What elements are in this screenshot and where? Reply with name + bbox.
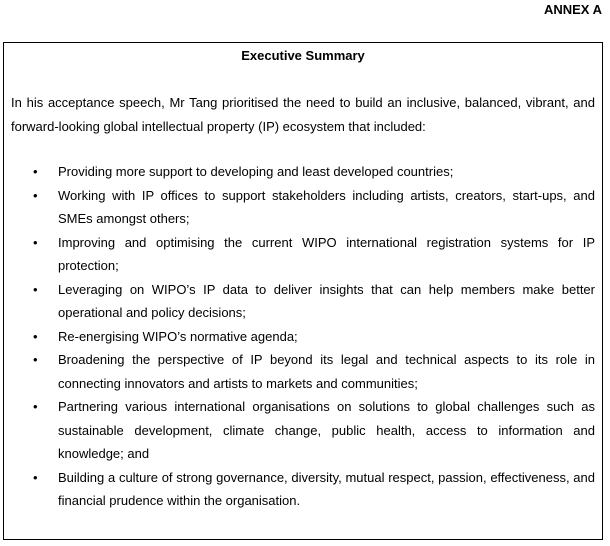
- list-item-text: Leveraging on WIPO’s IP data to deliver insights that can help members make better operational and policy decisions;: [58, 281, 595, 320]
- bullet-icon: •: [33, 352, 38, 367]
- list-item-text: Partnering various international organisations on solutions to global challenges such as sustainable development, climate change, public health, access to information and knowledge; and: [58, 399, 595, 461]
- list-item: [4, 466, 595, 513]
- bullet-icon: •: [33, 399, 38, 414]
- list-item-text: Improving and optimising the current WIPO international registration systems for IP protection;: [58, 234, 595, 273]
- list-item: [4, 278, 595, 325]
- list-item-text: Broadening the perspective of IP beyond its legal and technical aspects to its role in connecting innovators and artists to markets and communities;: [58, 352, 595, 391]
- executive-summary-box: [3, 42, 603, 540]
- bullet-icon: •: [33, 328, 38, 344]
- bullet-icon: •: [33, 281, 38, 297]
- priorities-list: [4, 160, 595, 513]
- summary-title: Executive Summary: [241, 48, 365, 63]
- annex-label: ANNEX A: [543, 2, 602, 17]
- list-item: [4, 325, 595, 349]
- bullet-icon: •: [33, 164, 38, 179]
- list-item: [4, 348, 595, 395]
- summary-intro: In his acceptance speech, Mr Tang prioritised the need to build an inclusive, balanced, vibrant, and forward-looking global intellectual property (IP) ecosystem that included:: [11, 95, 595, 134]
- list-item: [4, 395, 595, 466]
- bullet-icon: •: [33, 469, 38, 485]
- list-item: [4, 231, 595, 278]
- list-item-text: Working with IP offices to support stakeholders including artists, creators, start-ups, and SMEs amongst others;: [58, 187, 595, 226]
- list-item-text: Re-energising WIPO’s normative agenda;: [58, 328, 298, 344]
- list-item-text: Building a culture of strong governance, diversity, mutual respect, passion, effectiveness, and financial prudence within the organisation.: [58, 469, 595, 508]
- list-item: [4, 160, 595, 184]
- list-item-text: Providing more support to developing and least developed countries;: [58, 164, 454, 179]
- bullet-icon: •: [33, 187, 38, 203]
- list-item: [4, 184, 595, 231]
- bullet-icon: •: [33, 234, 38, 250]
